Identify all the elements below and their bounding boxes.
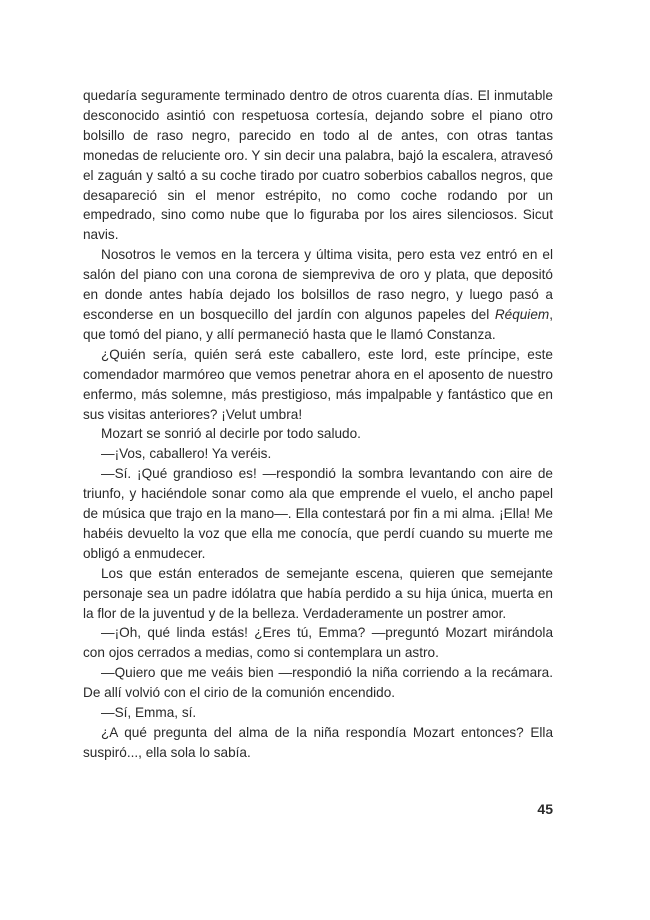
body-text bbox=[83, 86, 553, 763]
paragraph-3: ¿Quién sería, quién será este caballero, este lord, este príncipe, este comendador marmóreo que vemos penetrar ahora en el aposento de nuestro enfermo, más solemne, más prestigioso, más impalpable y fantástico que en sus visitas anteriores? ¡Velut umbra! bbox=[83, 346, 553, 422]
paragraph-4: Mozart se sonrió al decirle por todo saludo. bbox=[101, 426, 361, 442]
paragraph-9: —Quiero que me veáis bien —respondió la niña corriendo a la recámara. De allí volvió con el cirio de la comunión encendido. bbox=[83, 665, 553, 701]
paragraph-5: —¡Vos, caballero! Ya veréis. bbox=[101, 446, 272, 462]
paragraph-6: —Sí. ¡Qué grandioso es! —respondió la sombra levantando con aire de triunfo, y haciéndole sonar como ala que emprende el vuelo, el ancho papel de música que trajo en la mano—. Ella contestará por fin a mi alma. ¡Ella! Me habéis devuelto la voz que ella me conocía, que perdí cuando su muerte me obligó a enmudecer. bbox=[83, 466, 553, 561]
paragraph-10: —Sí, Emma, sí. bbox=[101, 705, 197, 721]
paragraph-8: —¡Oh, qué linda estás! ¿Eres tú, Emma? —preguntó Mozart mirándola con ojos cerrados a medias, como si contemplara un astro. bbox=[83, 625, 553, 661]
paragraph-7: Los que están enterados de semejante escena, quieren que semejante personaje sea un padre idólatra que había perdido a su hija única, muerta en la flor de la juventud y de la belleza. Verdaderamente un postrer amor. bbox=[83, 565, 553, 621]
paragraph-2: Nosotros le vemos en la tercera y última visita, pero esta vez entró en el salón del piano con una corona de siempreviva de oro y plata, que depositó en donde antes había dejado los bolsillos de raso negro, y luego pasó a esconderse en un bosquecillo del jardín con algunos papeles del Réquiem, que tomó del piano, y allí permaneció hasta que le llamó Constanza. bbox=[83, 247, 553, 342]
italic-title-requiem: Réquiem bbox=[494, 306, 550, 322]
page-number: 45 bbox=[537, 801, 553, 817]
paragraph-11: ¿A qué pregunta del alma de la niña respondía Mozart entonces? Ella suspiró..., ella sola lo sabía. bbox=[83, 725, 553, 760]
paragraph-1: quedaría seguramente terminado dentro de otros cuarenta días. El inmutable desconocido asintió con respetuosa cortesía, dejando sobre el piano otro bolsillo de raso negro, parecido en todo al de antes, con otras tantas monedas de reluciente oro. Y sin decir una palabra, bajó la escalera, atravesó el zaguán y saltó a su coche tirado por cuatro soberbios caballos negros, que desapareció sin el menor estrépito, no como coche rodando por un empedrado, sino como nube que lo figuraba por los aires silenciosos. Sicut navis. bbox=[83, 88, 553, 243]
